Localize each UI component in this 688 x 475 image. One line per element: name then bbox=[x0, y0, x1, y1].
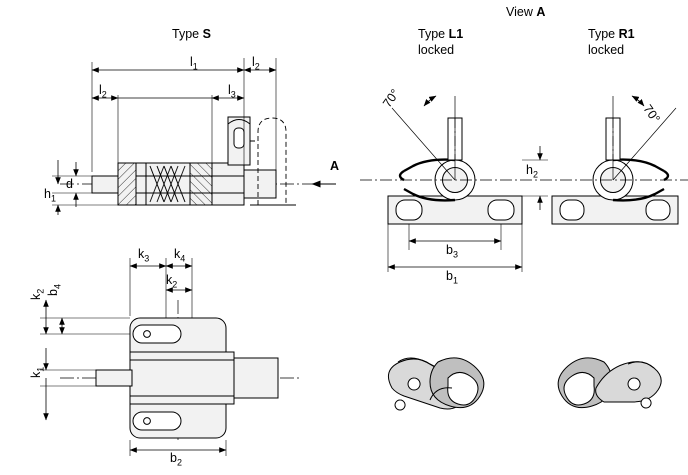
section-arrow-label: A bbox=[330, 159, 340, 173]
type-r1-title: Type R1 bbox=[588, 27, 635, 41]
type-s-side-view bbox=[52, 55, 336, 215]
angle-right: 70° bbox=[640, 102, 663, 126]
dim-k4: $k_4$ bbox=[174, 247, 186, 264]
view-note: View A bbox=[506, 5, 546, 19]
dim-b1: $b_1$ bbox=[446, 269, 458, 286]
dim-l2-left: $l_2$ bbox=[99, 83, 107, 100]
pictorial-right bbox=[558, 358, 661, 408]
dim-k2-top: $k_2$ bbox=[166, 273, 178, 290]
dim-b2: $b_2$ bbox=[170, 451, 182, 468]
dim-h1: $h_1$ bbox=[44, 187, 56, 204]
dim-l3: $l_3$ bbox=[228, 83, 236, 100]
angle-left: 70° bbox=[380, 86, 403, 111]
dim-l2-right: $l_2$ bbox=[252, 55, 260, 72]
type-r1-front-view bbox=[540, 96, 688, 224]
dim-k2-left: $k_2$ bbox=[29, 288, 46, 300]
dim-d: d bbox=[66, 177, 73, 191]
type-l1-state: locked bbox=[418, 43, 455, 57]
dim-h2: $h_2$ bbox=[526, 163, 538, 180]
type-s-title: Type S bbox=[172, 27, 211, 41]
dim-k1: $k_1$ bbox=[29, 366, 46, 378]
pictorial-left bbox=[388, 358, 483, 410]
dim-k3: $k_3$ bbox=[138, 247, 150, 264]
type-r1-state: locked bbox=[588, 43, 625, 57]
type-l1-title: Type L1 bbox=[418, 27, 464, 41]
dim-l1: $l_1$ bbox=[190, 55, 198, 72]
dim-b3: $b_3$ bbox=[446, 243, 458, 260]
dim-b4: $b_4$ bbox=[46, 284, 63, 296]
